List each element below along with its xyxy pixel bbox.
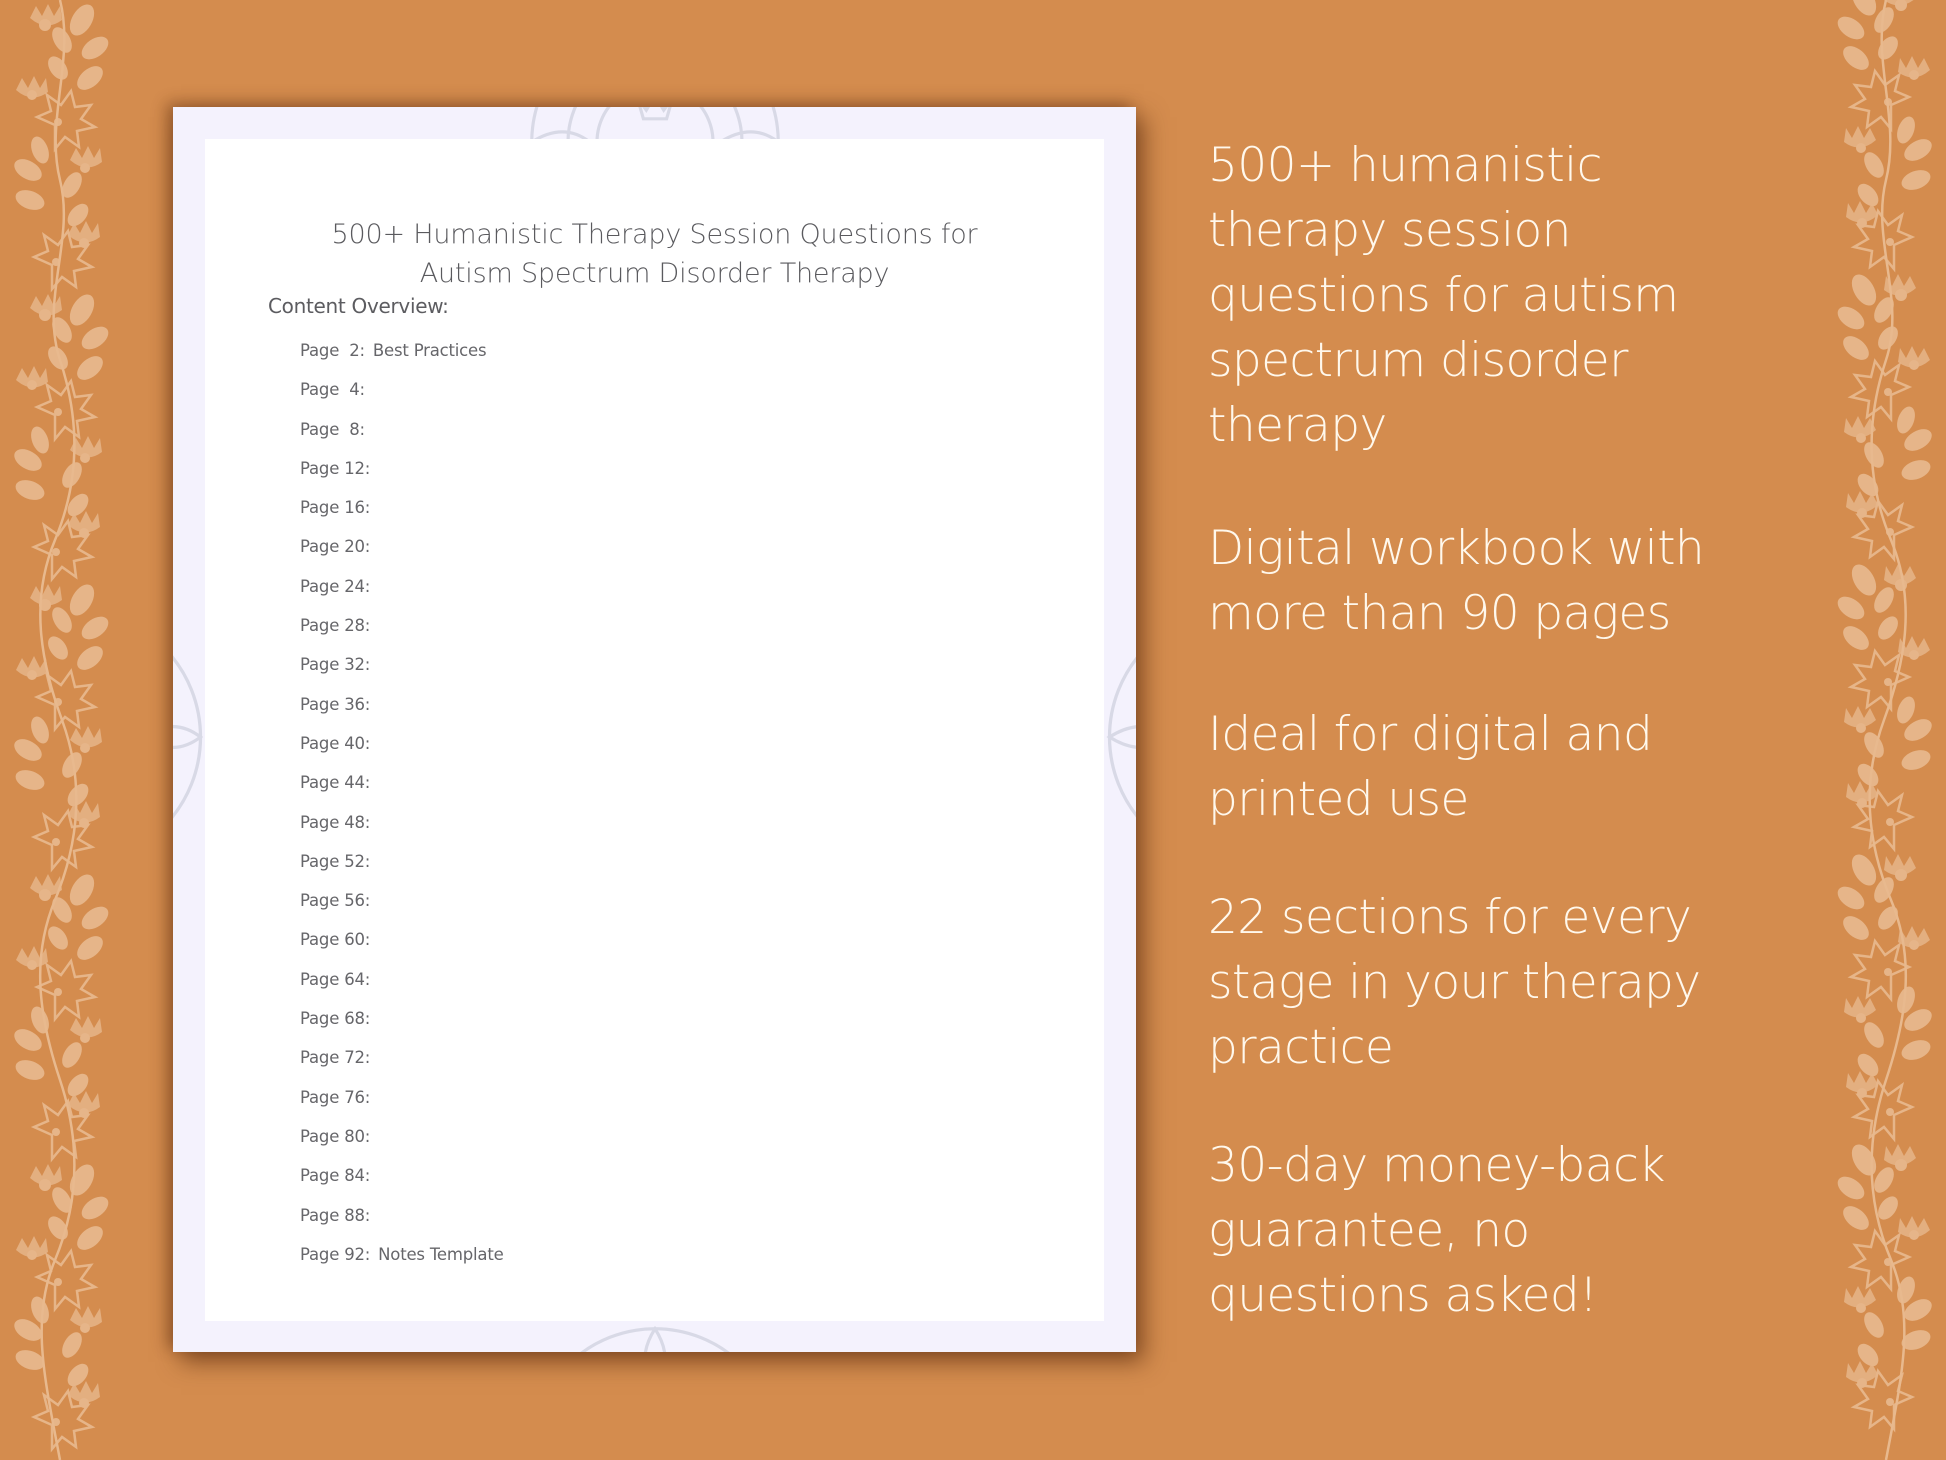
toc-item: Page 76: <box>300 1087 371 1107</box>
content-overview-heading: Content Overview: <box>268 294 449 318</box>
feature-sections: 22 sections for every stage in your therapy practice <box>1208 890 1701 1075</box>
toc-item: Page 4: <box>300 380 365 400</box>
toc-item: Page 64: <box>300 969 371 989</box>
toc-item: Page 68: <box>300 1009 371 1029</box>
toc-item: Page 24: <box>300 576 371 596</box>
toc-item: Page 40: <box>300 733 371 753</box>
feature-question-count: 500+ humanistic therapy session questions for autism spectrum disorder therapy <box>1208 138 1679 453</box>
floral-vine-right-icon <box>1816 0 1946 1460</box>
feature-digital-and-print: Ideal for digital and printed use <box>1208 707 1653 827</box>
table-of-contents <box>300 340 504 1283</box>
toc-item: Page 28: <box>300 616 371 636</box>
toc-item: Page 60: <box>300 930 371 950</box>
feature-money-back-guarantee: 30-day money-back guarantee, no questions asked! <box>1208 1138 1665 1323</box>
toc-item: Page 20: <box>300 537 371 557</box>
document-content-area <box>205 139 1104 1321</box>
toc-item: Page 88: <box>300 1205 371 1225</box>
toc-item: Page 52: <box>300 851 371 871</box>
document-title <box>205 215 1104 293</box>
toc-item: Page 16: <box>300 498 371 518</box>
toc-item: Page 12: <box>300 458 371 478</box>
document-title-line-1: 500+ Humanistic Therapy Session Questions for <box>331 219 978 250</box>
toc-item: Page 56: <box>300 891 371 911</box>
toc-item: Page 44: <box>300 773 371 793</box>
toc-item: Page 32: <box>300 655 371 675</box>
toc-item: Page 8: <box>300 419 365 439</box>
toc-item: Page 80: <box>300 1126 371 1146</box>
toc-item: Page 36: <box>300 694 371 714</box>
toc-item: Page 2: Best Practices <box>300 341 487 360</box>
toc-item: Page 92: Notes Template <box>300 1244 504 1264</box>
floral-vine-left-icon <box>0 0 130 1460</box>
document-title-line-2: Autism Spectrum Disorder Therapy <box>419 258 890 289</box>
feature-digital-workbook: Digital workbook with more than 90 pages <box>1208 521 1705 641</box>
toc-item: Page 72: <box>300 1048 371 1068</box>
document-page-preview <box>173 107 1136 1352</box>
toc-item: Page 48: <box>300 812 371 832</box>
toc-item: Page 84: <box>300 1166 371 1186</box>
